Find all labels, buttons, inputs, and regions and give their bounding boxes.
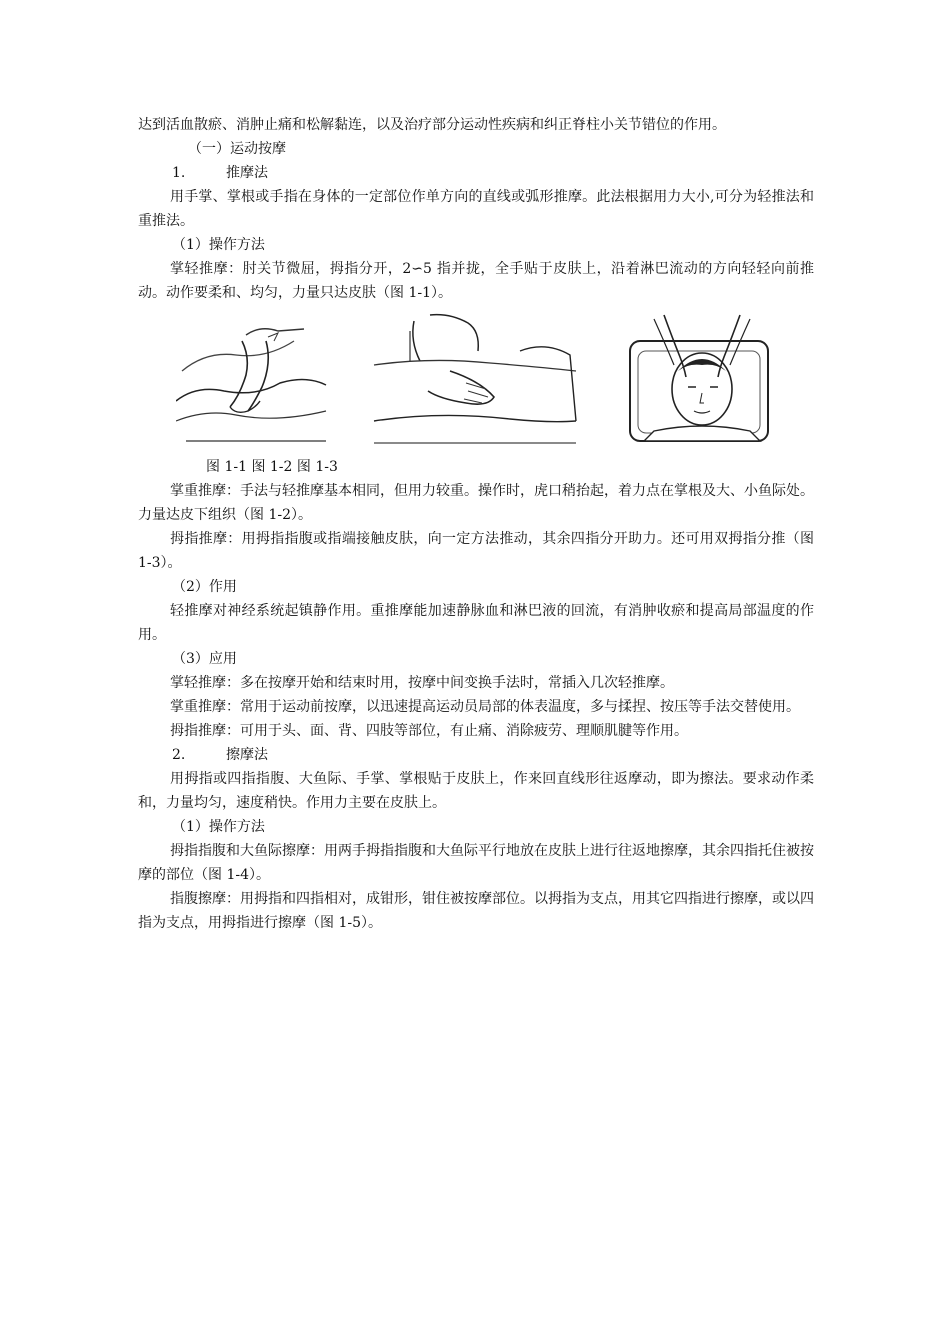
effect-paragraph: 轻推摩对神经系统起镇静作用。重推摩能加速静脉血和淋巴液的回流，有消肿收瘀和提高局部温度的作用。 bbox=[138, 603, 814, 643]
camo-finger-paragraph: 指腹擦摩：用拇指和四指相对，成钳形，钳住被按摩部位。以拇指为支点，用其它四指进行擦摩，或以四指为支点，用拇指进行擦摩（图 1-5）。 bbox=[138, 891, 814, 931]
heavy-push-paragraph: 掌重推摩：手法与轻推摩基本相同，但用力较重。操作时，虎口稍抬起，着力点在掌根及大、小鱼际处。力量达皮下组织（图 1-2）。 bbox=[138, 483, 814, 523]
heading-effect: （2）作用 bbox=[172, 579, 237, 595]
tuimo-definition: 用手掌、掌根或手指在身体的一定部位作单方向的直线或弧形推摩。此法根据用力大小,可分为轻推法和重推法。 bbox=[138, 189, 814, 229]
heading-application: （3）应用 bbox=[172, 651, 237, 667]
item-1-title: 推摩法 bbox=[226, 165, 268, 181]
apply-heavy-paragraph: 掌重推摩：常用于运动前按摩，以迅速提高运动员局部的体表温度，多与揉捏、按压等手法交替使用。 bbox=[170, 699, 800, 715]
intro-paragraph: 达到活血散瘀、消肿止痛和松解黏连，以及治疗部分运动性疾病和纠正脊柱小关节错位的作用。 bbox=[138, 117, 726, 133]
heading-method-2: （1）操作方法 bbox=[172, 819, 265, 835]
section-title-sports-massage: （一）运动按摩 bbox=[188, 141, 286, 157]
figure-1-3-illustration bbox=[624, 311, 774, 449]
figure-row bbox=[138, 311, 814, 451]
thumb-push-paragraph: 拇指推摩：用拇指指腹或指端接触皮肤，向一定方法推动，其余四指分开助力。还可用双拇指分推（图 1-3）。 bbox=[138, 531, 814, 571]
item-2-heading bbox=[138, 743, 814, 767]
figure-caption: 图 1-1 图 1-2 图 1-3 bbox=[206, 459, 338, 475]
figure-1-2-illustration bbox=[370, 311, 578, 449]
item-1-heading bbox=[138, 161, 814, 185]
figure-1-1-illustration bbox=[176, 311, 328, 449]
document-body bbox=[138, 113, 814, 935]
item-2-number: 2. bbox=[172, 747, 186, 763]
figure-1-3-svg bbox=[624, 311, 774, 449]
camo-definition: 用拇指或四指指腹、大鱼际、手掌、掌根贴于皮肤上，作来回直线形往返摩动，即为擦法。要求动作柔和，力量均匀，速度稍快。作用力主要在皮肤上。 bbox=[138, 771, 814, 811]
light-push-paragraph: 掌轻推摩：肘关节微屈，拇指分开，2∽5 指并拢，全手贴于皮肤上，沿着淋巴流动的方向轻轻向前推动。动作要柔和、均匀，力量只达皮肤（图 1-1）。 bbox=[138, 261, 814, 301]
item-2-title: 擦摩法 bbox=[226, 747, 268, 763]
apply-thumb-paragraph: 拇指推摩：可用于头、面、背、四肢等部位，有止痛、消除疲劳、理顺肌腱等作用。 bbox=[170, 723, 688, 739]
heading-method-1: （1）操作方法 bbox=[172, 237, 265, 253]
item-1-number: 1. bbox=[172, 165, 186, 181]
figure-1-2-svg bbox=[370, 311, 578, 449]
camo-thumb-paragraph: 拇指指腹和大鱼际擦摩：用两手拇指指腹和大鱼际平行地放在皮肤上进行往返地擦摩，其余四指托住被按摩的部位（图 1-4）。 bbox=[138, 843, 814, 883]
apply-light-paragraph: 掌轻推摩：多在按摩开始和结束时用，按摩中间变换手法时，常插入几次轻推摩。 bbox=[170, 675, 674, 691]
figure-1-1-svg bbox=[176, 311, 328, 449]
